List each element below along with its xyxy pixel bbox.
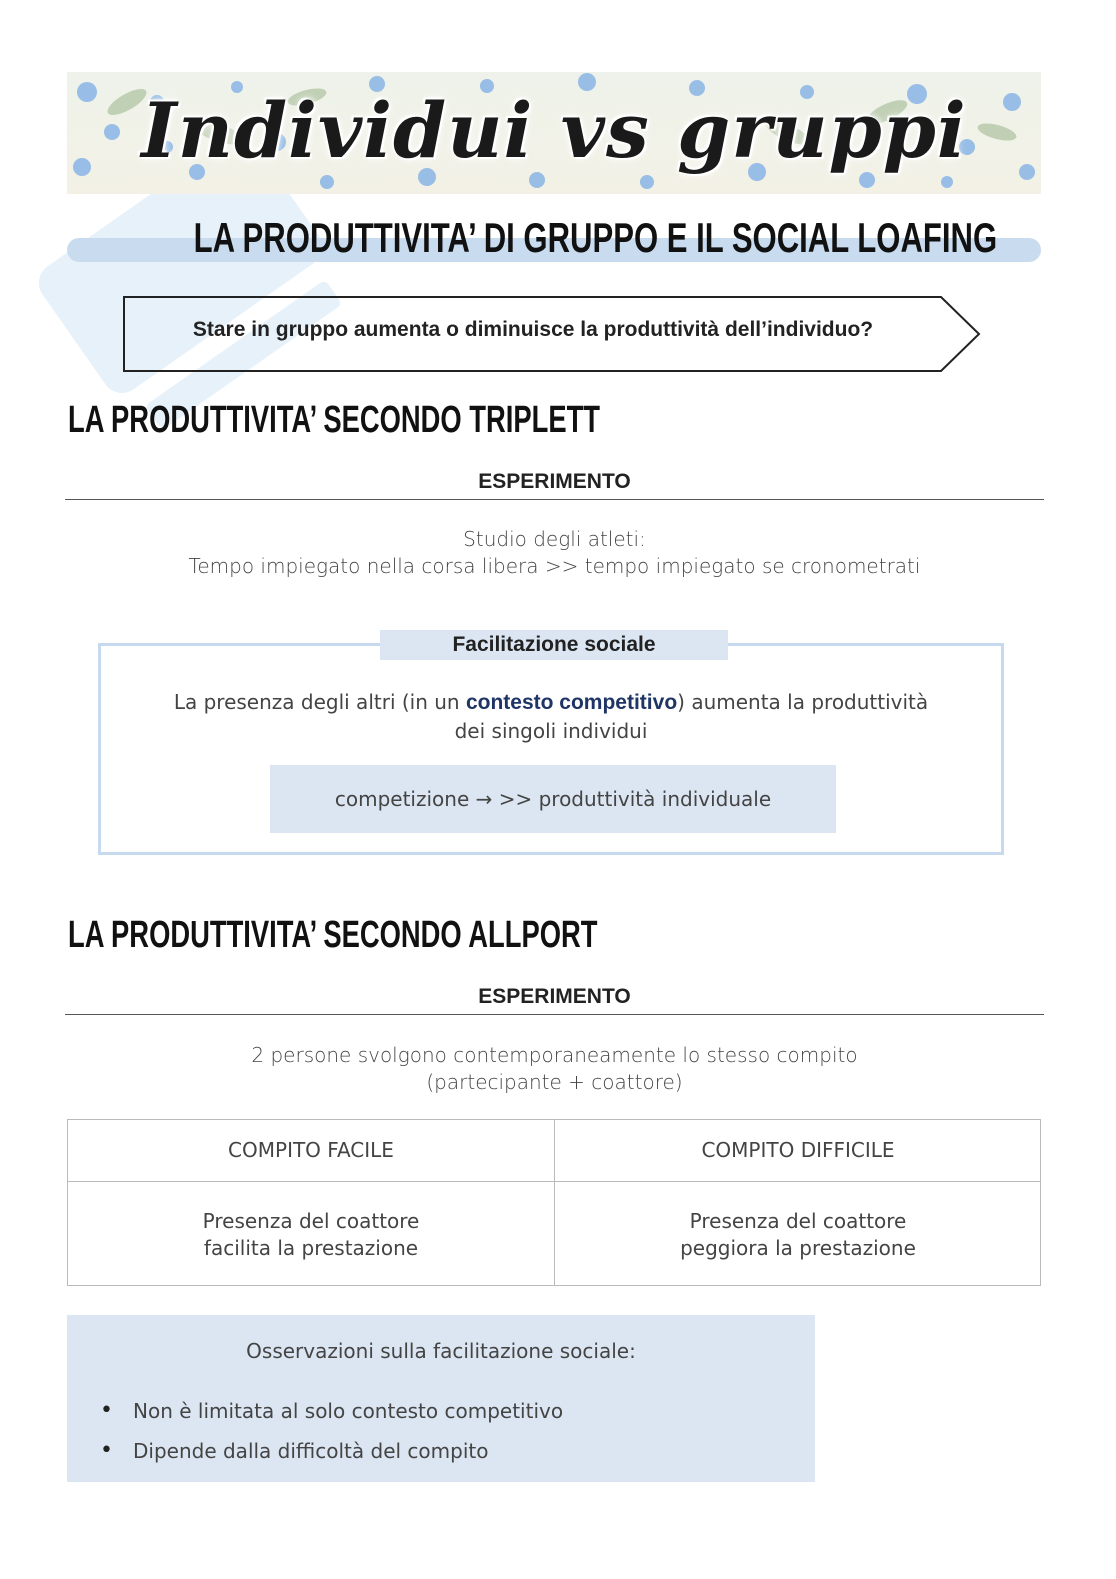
cell-easy-line-2: facilita la prestazione — [203, 1236, 419, 1260]
cell-easy-line-1: Presenza del coattore — [202, 1209, 420, 1233]
experiment-label-2: ESPERIMENTO — [478, 985, 631, 1008]
table-cell-difficult — [555, 1208, 1041, 1262]
banner-title: Individui vs gruppi — [141, 86, 967, 175]
study-description — [65, 526, 1044, 580]
fac-text-emphasis: contesto competitivo — [465, 691, 678, 714]
observations-box — [67, 1315, 815, 1482]
observations-list — [133, 1391, 563, 1471]
section-heading-allport: LA PRODUTTIVITA’ SECONDO ALLPORT — [68, 914, 598, 956]
study-line-2: Tempo impiegato nella corsa libera >> tempo impiegato se cronometrati — [188, 554, 921, 578]
table-cell-easy — [68, 1208, 554, 1262]
study-line-1: Studio degli atleti: — [463, 527, 646, 551]
list-item: • Dipende dalla difficoltà del compito — [133, 1431, 563, 1471]
social-facilitation-text — [110, 688, 992, 745]
fac-text-line-2: dei singoli individui — [454, 719, 648, 743]
observations-title: Osservazioni sulla facilitazione sociale: — [246, 1339, 636, 1363]
competition-formula: competizione → >> produttività individuale — [270, 765, 836, 833]
cell-difficult-line-1: Presenza del coattore — [689, 1209, 907, 1233]
fac-text-before: La presenza degli altri (in un — [173, 690, 466, 714]
question-text: Stare in gruppo aumenta o diminuisce la produttività dell’individuo? — [192, 318, 874, 341]
table-header-easy: COMPITO FACILE — [228, 1138, 394, 1162]
cell-difficult-line-2: peggiora la prestazione — [680, 1236, 916, 1260]
list-item: • Non è limitata al solo contesto competitivo — [133, 1391, 563, 1431]
table-row-divider — [68, 1181, 1040, 1182]
header-banner — [67, 72, 1041, 194]
allport-line-2: (partecipante + coattore) — [426, 1070, 683, 1094]
main-title: LA PRODUTTIVITA’ DI GRUPPO E IL SOCIAL LOAFING — [193, 214, 998, 261]
experiment-label-1: ESPERIMENTO — [478, 470, 631, 493]
divider-1 — [65, 499, 1044, 500]
allport-line-1: 2 persone svolgono contemporaneamente lo stesso compito — [251, 1043, 858, 1067]
fac-text-after: ) aumenta la produttività — [677, 690, 929, 714]
allport-description — [65, 1042, 1044, 1096]
question-callout — [123, 296, 983, 372]
section-heading-triplett: LA PRODUTTIVITA’ SECONDO TRIPLETT — [68, 399, 601, 441]
divider-2 — [65, 1014, 1044, 1015]
task-comparison-table — [67, 1119, 1041, 1286]
social-facilitation-label: Facilitazione sociale — [380, 630, 728, 660]
table-header-difficult: COMPITO DIFFICILE — [701, 1138, 895, 1162]
